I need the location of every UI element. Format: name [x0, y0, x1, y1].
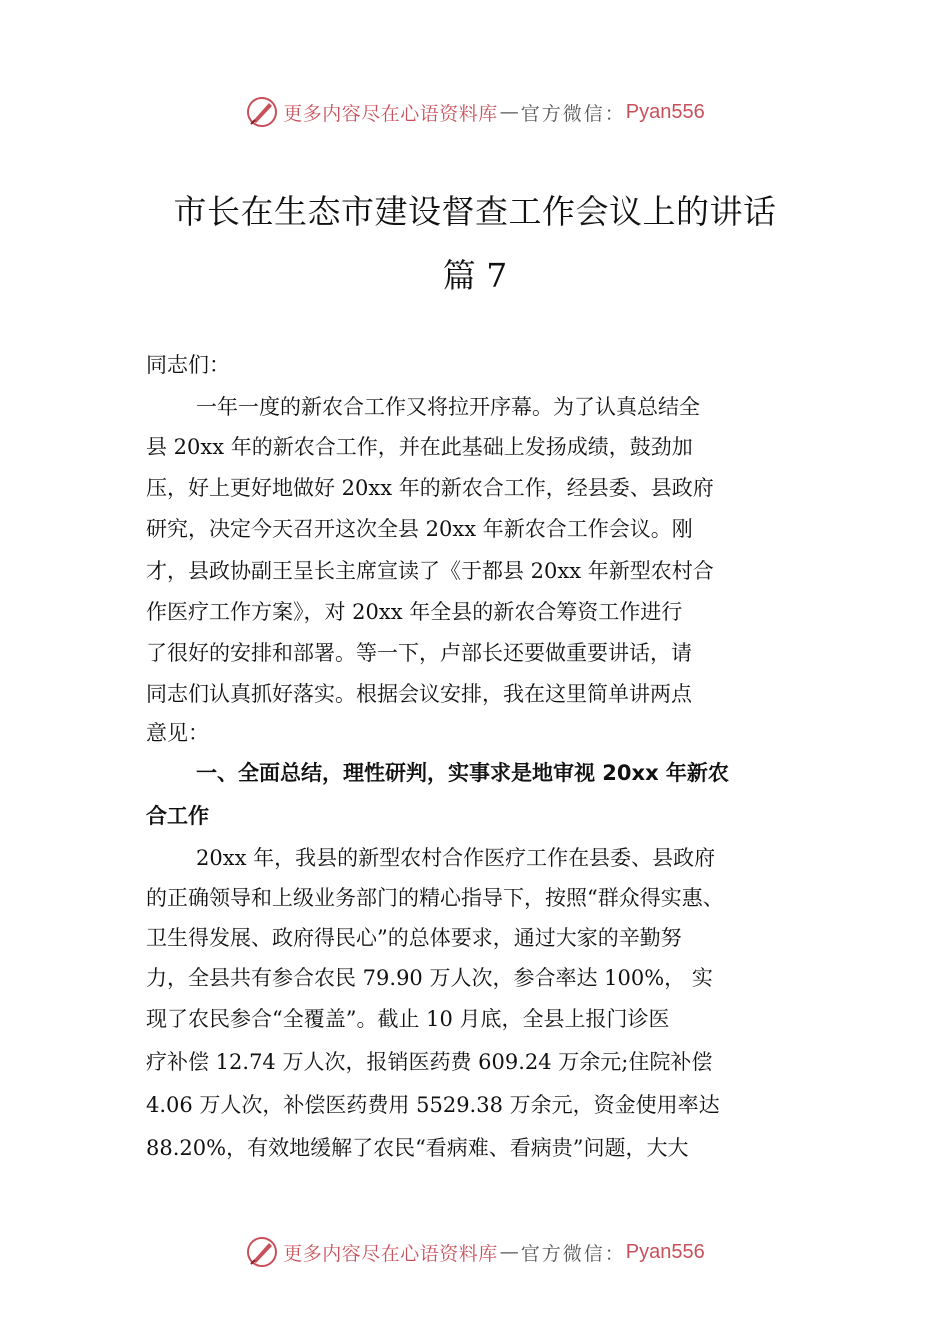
body-line: 压，好上更好地做好 20xx 年的新农合工作，经县委、县政府 [146, 476, 714, 500]
body-line: 现了农民参合“全覆盖”。截止 10 月底，全县上报门诊医 [146, 1007, 670, 1031]
body-line: 作医疗工作方案》，对 20xx 年全县的新农合筹资工作进行 [146, 600, 683, 624]
body-line: 了很好的安排和部署。等一下，卢部长还要做重要讲话，请 [146, 641, 692, 665]
body-line: 力，全县共有参合农民 79.90 万人次，参合率达 100%， 实 [146, 966, 713, 990]
body-line: 一年一度的新农合工作又将拉开序幕。为了认真总结全 [196, 395, 700, 419]
body-line: 20xx 年，我县的新型农村合作医疗工作在县委、县政府 [196, 846, 716, 870]
watermark-label: 官方微信： [520, 102, 626, 125]
body-line: 才，县政协副王呈长主席宣读了《于都县 20xx 年新型农村合 [146, 559, 714, 583]
body-line: 同志们认真抓好落实。根据会议安排，我在这里简单讲两点 [146, 682, 692, 706]
watermark-handle: Pyan556 [625, 1240, 705, 1263]
watermark-separator: — [499, 101, 519, 123]
section-heading: 一、全面总结，理性研判，实事求是地审视 20xx 年新农 [196, 761, 729, 785]
watermark-separator: — [499, 1241, 519, 1263]
body-line: 县 20xx 年的新农合工作，并在此基础上发扬成绩，鼓劲加 [146, 435, 693, 459]
quill-logo-icon [245, 95, 279, 129]
body-line: 卫生得发展、政府得民心”的总体要求，通过大家的辛勤努 [146, 926, 682, 950]
body-line: 88.20%，有效地缓解了农民“看病难、看病贵”问题，大大 [146, 1136, 689, 1160]
body-line: 疗补偿 12.74 万人次，报销医药费 609.24 万余元;住院补偿 [146, 1050, 713, 1074]
body-line: 的正确领导和上级业务部门的精心指导下，按照“群众得实惠、 [146, 886, 724, 910]
document-title-line-2: 篇 7 [442, 256, 508, 295]
watermark-text: 更多内容尽在心语资料库 [283, 1242, 498, 1265]
body-line: 意见： [146, 721, 209, 745]
watermark-text: 更多内容尽在心语资料库 [283, 102, 498, 125]
watermark-banner-bottom [0, 1232, 950, 1272]
watermark-label: 官方微信： [520, 1242, 626, 1265]
watermark-banner-top [0, 92, 950, 132]
salutation: 同志们： [146, 353, 230, 377]
body-line: 4.06 万人次，补偿医药费用 5529.38 万余元，资金使用率达 [146, 1093, 720, 1117]
document-title-line-1: 市长在生态市建设督查工作会议上的讲话 [173, 192, 777, 231]
section-heading: 合工作 [146, 804, 209, 828]
body-line: 研究，决定今天召开这次全县 20xx 年新农合工作会议。刚 [146, 517, 693, 541]
quill-logo-icon [245, 1235, 279, 1269]
watermark-handle: Pyan556 [625, 100, 705, 123]
